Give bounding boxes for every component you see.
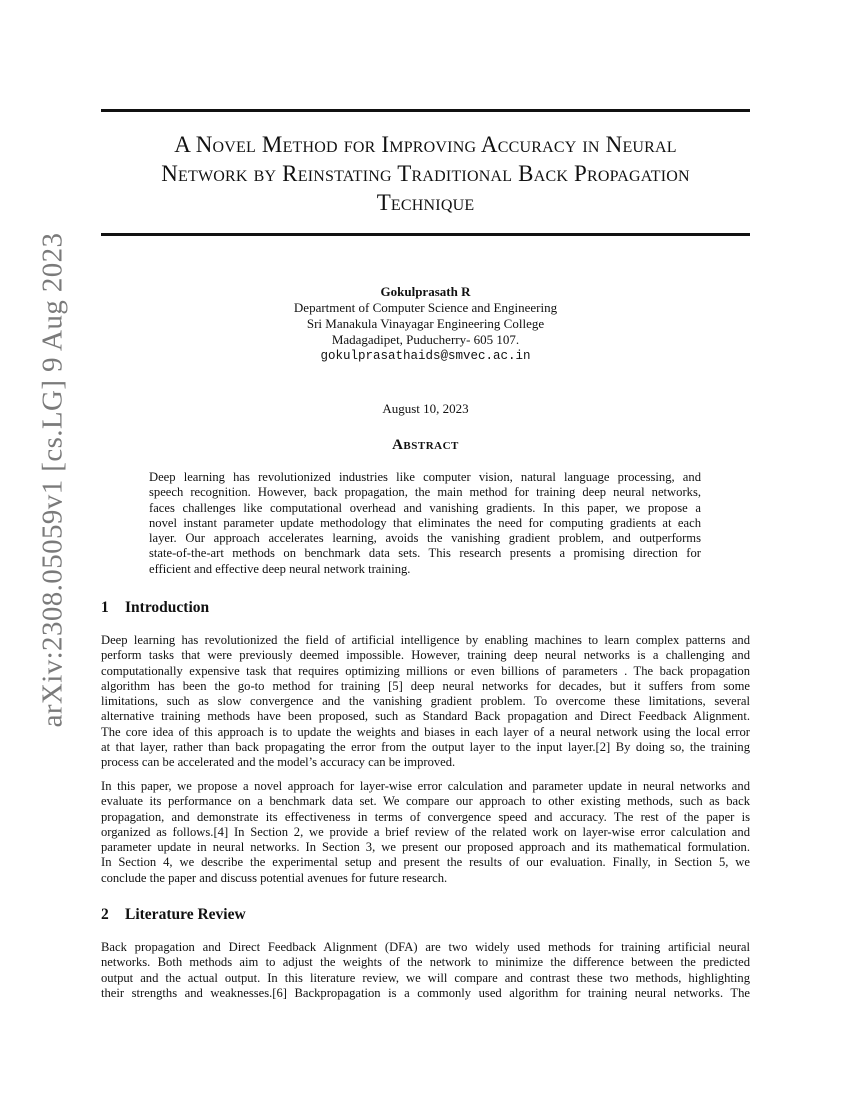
intro-paragraph-1 <box>101 633 750 771</box>
abstract-line: faces challenges like computational overhead and vanishing gradients. In this paper, we propose a <box>149 500 701 515</box>
text-line: at that layer, rather than back propagating the error from the output layer to the input layer.[2] By doing so, the training <box>101 740 750 755</box>
abstract-heading: Abstract <box>392 437 459 453</box>
arxiv-sidebar-stamp: arXiv:2308.05059v1 [cs.LG] 9 Aug 2023 <box>36 232 69 728</box>
author-name: Gokulprasath R <box>380 284 471 299</box>
author-address: Madagadipet, Puducherry- 605 107. <box>331 332 520 347</box>
text-line: evaluate its performance on a benchmark data set. We compare our approach to other existing methods, such as back <box>101 794 750 809</box>
text-line: parameter update in neural networks. In Section 3, we present our proposed approach and its mathematical formulation. <box>101 840 750 855</box>
intro-paragraph-2 <box>101 779 750 886</box>
text-line: Deep learning has revolutionized the field of artificial intelligence by enabling machines to learn complex patterns and <box>101 633 750 647</box>
text-line: propagation, and demonstrate its effectiveness in terms of convergence speed and accuracy. The rest of the paper is <box>101 809 750 824</box>
title-line: A Novel Method for Improving Accuracy in Neural <box>174 132 677 157</box>
text-line: The core idea of this approach is to update the weights and biases in each layer of a neural network using the local error <box>101 724 750 739</box>
title-line: Technique <box>376 190 475 215</box>
text-line: alternative training methods have been proposed, such as Standard Back propagation and Direct Feedback Alignment. <box>101 709 750 724</box>
text-line: conclude the paper and discuss potential avenues for future research. <box>101 870 448 885</box>
text-line: algorithm has been the go-to method for training [5] deep neural networks for decades, but it suffers from some <box>101 678 750 693</box>
section-number: 2 <box>101 906 109 923</box>
section-heading-introduction <box>101 599 209 617</box>
abstract-line: layer. Our approach accelerates learning, avoids the vanishing gradient problem, and outperforms <box>149 531 701 546</box>
title-rule-top <box>101 109 750 112</box>
text-line: organized as follows.[4] In Section 2, we provide a brief review of the related work on layer-wise error calculation and <box>101 824 750 839</box>
section-title: Literature Review <box>125 906 246 923</box>
text-line: In Section 4, we describe the experimental setup and present the results of our evaluation. Finally, in Section 5, we <box>101 855 750 870</box>
text-line: In this paper, we propose a novel approach for layer-wise error calculation and parameter update in neural networks and <box>101 779 750 793</box>
literature-paragraph-1 <box>101 940 750 1001</box>
title-line: Network by Reinstating Traditional Back Propagation <box>161 161 690 186</box>
text-line: Back propagation and Direct Feedback Alignment (DFA) are two widely used methods for training artificial neural <box>101 940 750 954</box>
text-line: perform tasks that were previously deemed impossible. However, training deep neural networks is a challenging and <box>101 648 750 663</box>
abstract-line: Deep learning has revolutionized industries like computer vision, natural language processing, and <box>149 470 701 484</box>
author-email: gokulprasathaids@smvec.ac.in <box>320 349 531 363</box>
abstract-line: efficient and effective deep neural network training. <box>149 561 411 576</box>
section-number: 1 <box>101 599 109 616</box>
text-line: output and the actual output. In this literature review, we will compare and contrast these two methods, highlighting <box>101 970 750 985</box>
author-institution: Sri Manakula Vinayagar Engineering College <box>306 316 545 331</box>
abstract-line: novel instant parameter update methodology that eliminates the need for computing gradients at each <box>149 515 701 530</box>
text-line: their strengths and weaknesses.[6] Backpropagation is a commonly used algorithm for training neural networks. The <box>101 985 750 1000</box>
section-heading-literature-review <box>101 906 246 924</box>
paper-date: August 10, 2023 <box>382 401 469 416</box>
author-department: Department of Computer Science and Engineering <box>293 300 558 315</box>
text-line: process can be accelerated and the model’s accuracy can be improved. <box>101 755 456 770</box>
text-line: computationally expensive task that requires optimizing millions or even billions of parameters . The back propagation <box>101 663 750 678</box>
section-title: Introduction <box>125 599 210 616</box>
paper-title <box>101 130 750 217</box>
abstract-body <box>149 470 701 577</box>
author-block <box>101 284 750 364</box>
abstract-line: state-of-the-art methods on benchmark data sets. This research presents a promising direction for <box>149 546 701 561</box>
text-line: limitations, such as slow convergence and the vanishing gradient problem. To overcome these limitations, several <box>101 694 750 709</box>
text-line: networks. Both methods aim to adjust the weights of the network to minimize the difference between the predicted <box>101 955 750 970</box>
abstract-line: speech recognition. However, back propagation, the main method for training deep neural networks, <box>149 485 701 500</box>
title-rule-bottom <box>101 233 750 236</box>
